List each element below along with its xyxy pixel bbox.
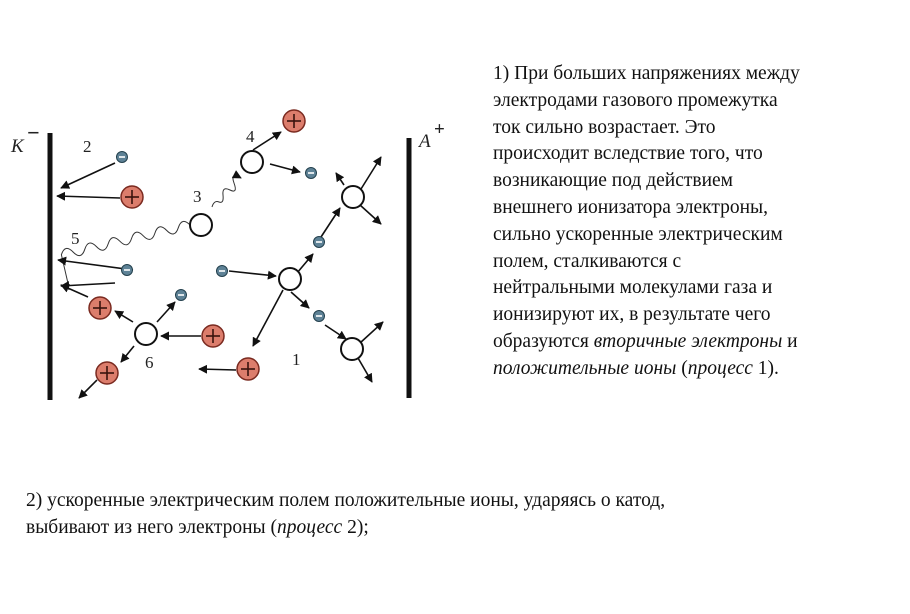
molecule-3 [190,214,212,236]
text-line [493,275,898,302]
text-run: 1) При больших напряжениях между [493,63,800,84]
positive-ion-icon [89,297,111,319]
process-label-2: 2 [83,137,92,156]
text-run: ток сильно возрастает. Это [493,116,716,138]
electron-icon [122,265,133,276]
text-run: возникающие под действием [493,170,734,192]
text-run: электродами газового промежутка [493,89,778,111]
cathode-sign: − [27,120,40,145]
text-run: сильно ускоренные электрическим [493,223,783,245]
cathode-label: K [11,136,24,157]
positive-ion-icon [283,110,305,132]
text-run: образуются [493,330,594,352]
anode-label: A [419,131,431,152]
motion-arrows [57,132,383,398]
electron-icon [117,152,128,163]
text-line [493,141,898,168]
text-run: 2); [342,516,369,538]
text-line [493,329,898,356]
italic-term: вторичные электроны [593,330,783,352]
molecule-6 [135,323,157,345]
gas-discharge-diagram [0,0,480,430]
text-line [493,222,898,249]
positive-ion-icon [202,325,224,347]
text-line [493,115,898,142]
molecule-lower-right [341,338,363,360]
text-line [493,88,898,115]
process-label-4: 4 [246,127,255,146]
text-line [493,168,898,195]
molecule-4 [241,151,263,173]
text-run: 2) ускоренные электрическим полем положительные ионы, ударяясь о катод, [26,490,666,511]
text-run: происходит вследствие того, что [493,143,763,165]
molecule-1 [279,268,301,290]
process-label-3: 3 [193,187,202,206]
italic-term: процесс [277,516,343,538]
text-run: ионизируют их, в результате чего [493,304,771,326]
anode-sign: + [434,119,445,140]
process-label-5: 5 [71,229,80,248]
text-run: нейтральными молекулами газа и [493,277,773,299]
positive-ion-icon [96,362,118,384]
text-line [493,302,898,329]
paragraph-process-2 [26,488,896,542]
electrons [117,152,325,322]
text-line [493,249,898,276]
text-line [26,488,896,515]
italic-term: положительные ионы [493,357,677,379]
electron-icon [217,266,228,277]
italic-term: процесс [687,357,753,379]
text-run: ( [676,357,688,379]
text-run: и [782,330,798,352]
electron-icon [176,290,187,301]
process-label-6: 6 [145,353,154,372]
electron-icon [314,311,325,322]
paragraph-process-1 [493,61,898,383]
text-line [26,515,896,542]
positive-ion-icon [237,358,259,380]
text-line [493,195,898,222]
photon-wave-3 [212,176,241,207]
electron-icon [306,168,317,179]
process-label-1: 1 [292,350,301,369]
molecule-upper-right [342,186,364,208]
electron-icon [314,237,325,248]
text-line [493,61,898,88]
positive-ion-icon [121,186,143,208]
text-run: полем, сталкиваются с [493,250,682,272]
text-run: 1). [752,357,779,379]
photon-wave-5 [60,220,197,287]
text-run: выбивают из него электроны ( [26,516,278,538]
text-run: внешнего ионизатора электроны, [493,196,769,218]
text-line [493,356,898,383]
